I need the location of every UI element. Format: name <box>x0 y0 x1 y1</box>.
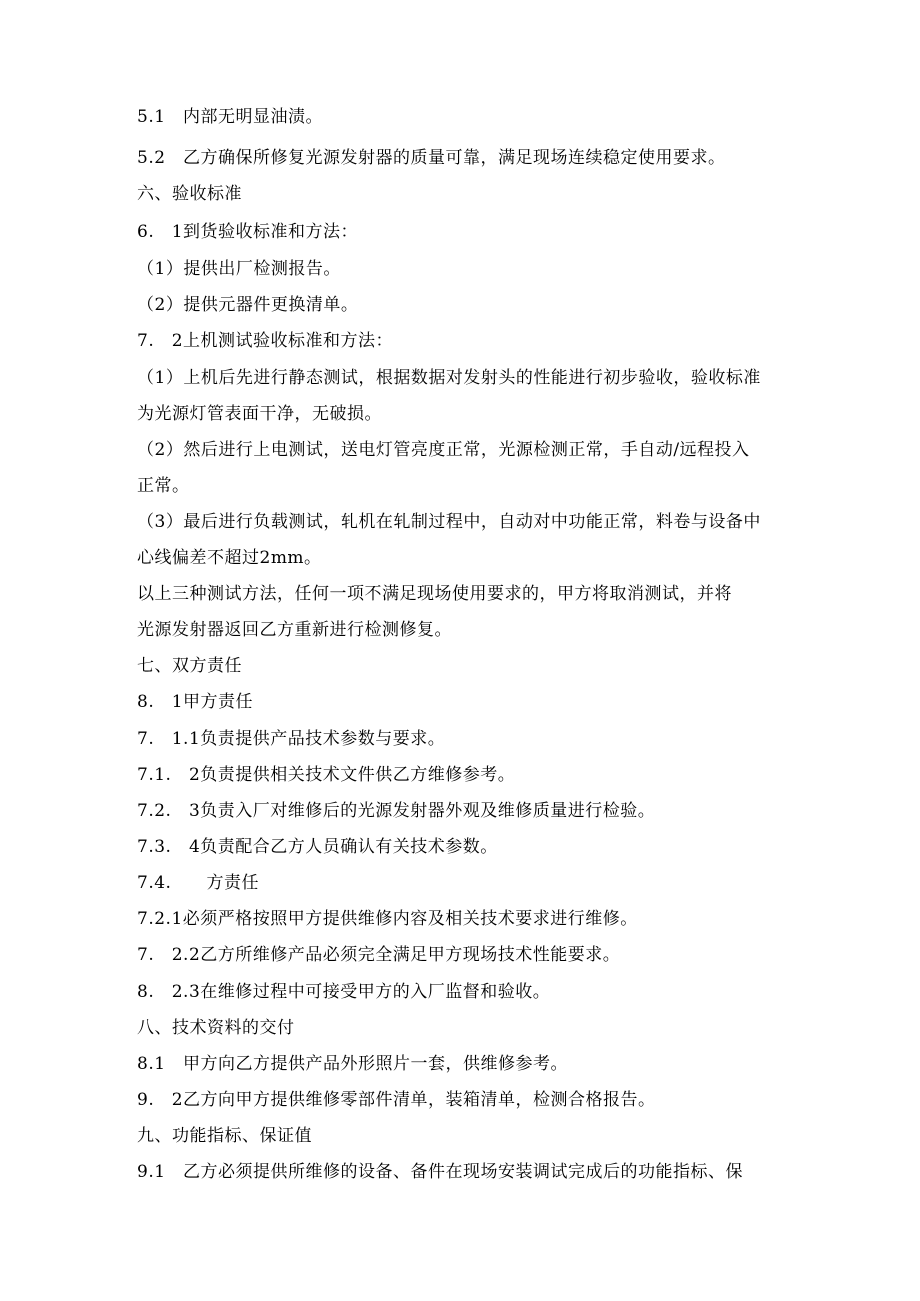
section-7-2-3: 7.2. 3负责入厂对维修后的光源发射器外观及维修质量进行检验。 <box>137 801 656 821</box>
heading-acceptance-standard: 六、验收标准 <box>137 184 242 204</box>
list-item-2: （2）提供元器件更换清单。 <box>137 295 359 315</box>
list-item-1: （1）提供出厂检测报告。 <box>137 259 341 279</box>
section-9-2: 9. 2乙方向甲方提供维修零部件清单，装箱清单，检测合格报告。 <box>137 1090 656 1110</box>
section-8-2-3: 8. 2.3在维修过程中可接受甲方的入厂监督和验收。 <box>137 982 551 1002</box>
section-7-2: 7. 2上机测试验收标准和方法： <box>137 331 394 351</box>
section-7-3-4: 7.3. 4负责配合乙方人员确认有关技术参数。 <box>137 837 498 857</box>
section-7-4: 7.4. 方责任 <box>137 873 259 893</box>
paragraph-summary: 以上三种测试方法，任何一项不满足现场使用要求的，甲方将取消测试，并将 <box>137 584 732 604</box>
section-5-2: 5.2 乙方确保所修复光源发射器的质量可靠，满足现场连续稳定使用要求。 <box>137 148 726 168</box>
section-6-1: 6. 1到货验收标准和方法： <box>137 222 359 242</box>
paragraph-load-test: （3）最后进行负载测试，轧机在轧制过程中，自动对中功能正常，料卷与设备中 <box>137 512 761 532</box>
paragraph-static-test: （1）上机后先进行静态测试，根据数据对发射头的性能进行初步验收，验收标准 <box>137 368 761 388</box>
section-7-2-2: 7. 2.2乙方所维修产品必须完全满足甲方现场技术性能要求。 <box>137 945 621 965</box>
paragraph-power-test-cont: 正常。 <box>137 476 190 496</box>
heading-responsibilities: 七、双方责任 <box>137 656 242 676</box>
paragraph-power-test: （2）然后进行上电测试，送电灯管亮度正常，光源检测正常，手自动/远程投入 <box>137 440 750 460</box>
section-7-1-2: 7.1. 2负责提供相关技术文件供乙方维修参考。 <box>137 765 516 785</box>
paragraph-static-test-cont: 为光源灯管表面干净，无破损。 <box>137 404 382 424</box>
section-7-2-1: 7.2.1必须严格按照甲方提供维修内容及相关技术要求进行维修。 <box>137 909 638 929</box>
heading-function-indicators: 九、功能指标、保证值 <box>137 1126 312 1146</box>
heading-technical-documents: 八、技术资料的交付 <box>137 1018 295 1038</box>
section-8-1-photos: 8.1 甲方向乙方提供产品外形照片一套，供维修参考。 <box>137 1054 569 1074</box>
section-9-1: 9.1 乙方必须提供所维修的设备、备件在现场安装调试完成后的功能指标、保 <box>137 1162 744 1182</box>
section-7-1-1: 7. 1.1负责提供产品技术参数与要求。 <box>137 729 446 749</box>
paragraph-load-test-cont: 心线偏差不超过2mm。 <box>137 548 322 568</box>
paragraph-summary-cont: 光源发射器返回乙方重新进行检测修复。 <box>137 620 452 640</box>
section-5-1: 5.1 内部无明显油渍。 <box>137 107 324 127</box>
section-8-1: 8. 1甲方责任 <box>137 692 254 712</box>
